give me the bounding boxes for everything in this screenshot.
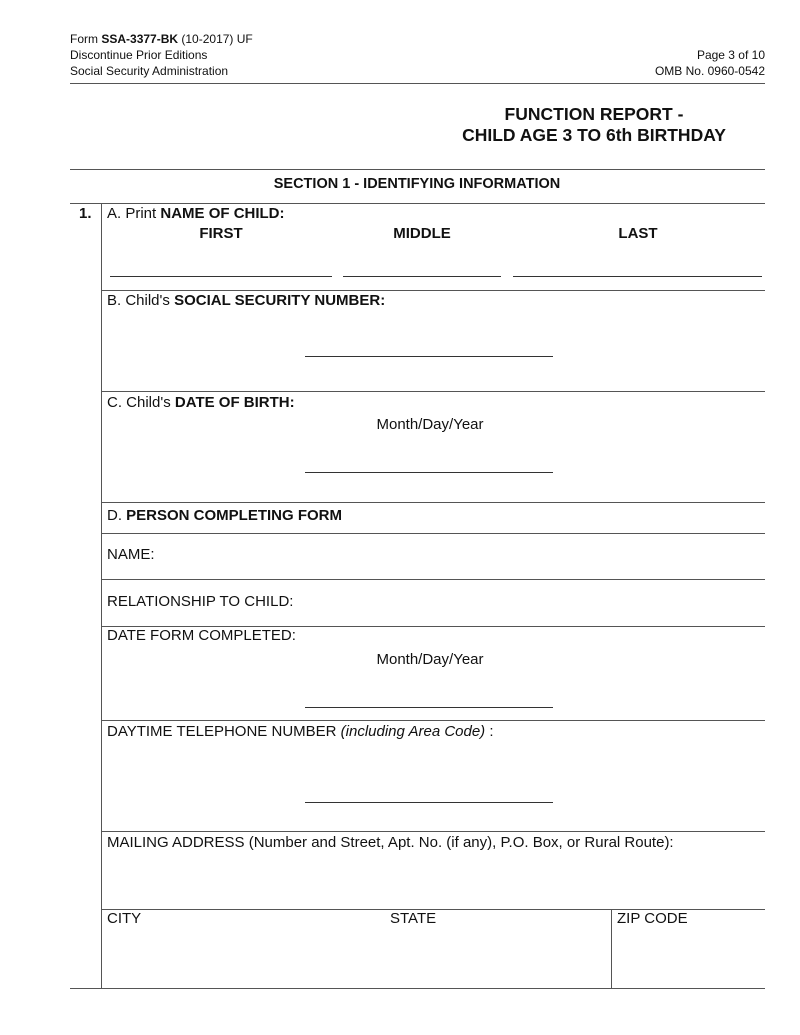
divider (101, 579, 765, 580)
relationship-label: RELATIONSHIP TO CHILD: (107, 593, 294, 610)
state-label: STATE (390, 910, 437, 927)
date-completed-label: DATE FORM COMPLETED: (107, 627, 296, 644)
dob-label: C. Child's DATE OF BIRTH: (107, 394, 295, 411)
divider (70, 169, 765, 170)
first-name-label: FIRST (199, 225, 243, 242)
divider (70, 203, 765, 204)
divider (70, 83, 765, 84)
divider (101, 831, 765, 832)
agency-name: Social Security Administration (70, 64, 229, 78)
item-column-divider (101, 203, 102, 988)
divider (101, 720, 765, 721)
first-name-field[interactable] (110, 276, 332, 277)
person-completing-heading: D. PERSON COMPLETING FORM (107, 507, 343, 524)
date-completed-field[interactable] (305, 707, 553, 708)
date-completed-format-hint: Month/Day/Year (376, 651, 484, 668)
zip-label: ZIP CODE (617, 910, 688, 927)
divider (101, 391, 765, 392)
ssn-field[interactable] (305, 356, 553, 357)
title-line-2: CHILD AGE 3 TO 6th BIRTHDAY (462, 125, 726, 145)
last-name-label: LAST (618, 225, 658, 242)
section-heading: SECTION 1 - IDENTIFYING INFORMATION (273, 176, 561, 192)
omb-number: OMB No. 0960-0542 (654, 64, 765, 78)
city-label: CITY (107, 910, 142, 927)
form-id: Form SSA-3377-BK (10-2017) UF (70, 32, 253, 46)
dob-field[interactable] (305, 472, 553, 473)
discontinue-note: Discontinue Prior Editions (70, 48, 208, 62)
dob-format-hint: Month/Day/Year (376, 416, 484, 433)
last-name-field[interactable] (513, 276, 762, 277)
divider (101, 533, 765, 534)
page-number: Page 3 of 10 (696, 48, 765, 62)
divider (101, 502, 765, 503)
middle-name-field[interactable] (343, 276, 501, 277)
divider (101, 290, 765, 291)
child-name-label: A. Print NAME OF CHILD: (107, 205, 285, 222)
phone-field[interactable] (305, 802, 553, 803)
item-number: 1. (79, 205, 92, 222)
divider (70, 988, 765, 989)
mailing-address-label: MAILING ADDRESS (Number and Street, Apt. No. (if any), P.O. Box, or Rural Route): (107, 834, 674, 851)
name-label: NAME: (107, 546, 155, 563)
ssn-label: B. Child's SOCIAL SECURITY NUMBER: (107, 292, 386, 309)
title-line-1: FUNCTION REPORT - (504, 104, 684, 124)
phone-label: DAYTIME TELEPHONE NUMBER (including Area Code) : (107, 723, 494, 740)
zip-divider (611, 909, 612, 988)
middle-name-label: MIDDLE (393, 225, 451, 242)
